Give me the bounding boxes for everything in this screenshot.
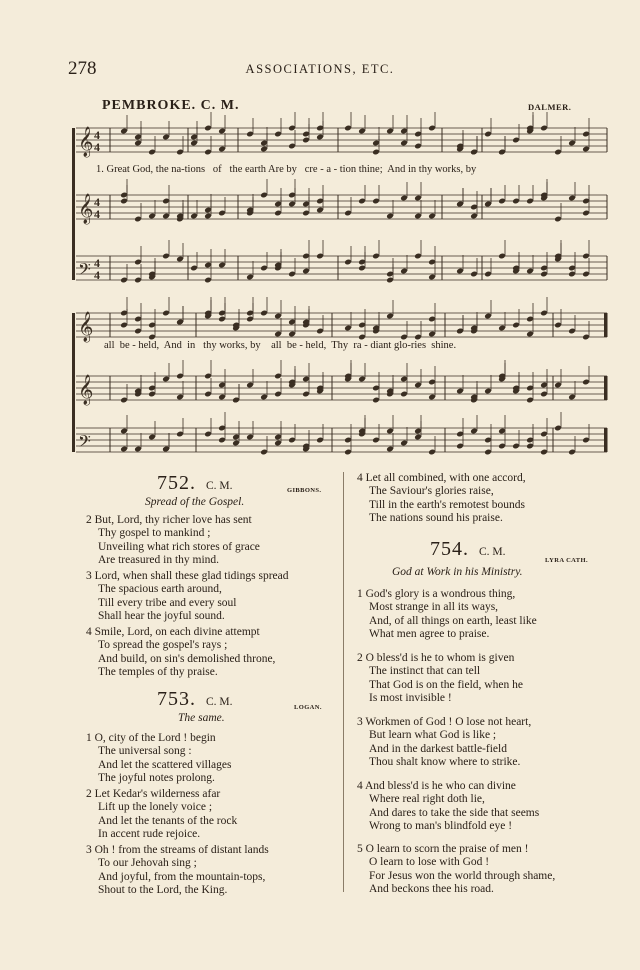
hymn-753-heading — [157, 688, 233, 711]
hymn-753-stanza-2 — [84, 788, 237, 842]
hymn-754-title: God at Work in his Ministry. — [392, 566, 523, 578]
verse-line: And let the scattered villages — [98, 758, 232, 771]
verse-line: But learn what God is like ; — [369, 729, 497, 742]
running-title: ASSOCIATIONS, ETC. — [245, 62, 395, 76]
verse-line: What men agree to praise. — [369, 628, 490, 641]
treble-clef-icon: 𝄞 — [78, 127, 94, 157]
time-signature: 4 — [94, 207, 100, 221]
verse-line: 3 Lord, when shall these glad tidings spread — [86, 570, 289, 582]
hymn-754-stanza-1 — [355, 588, 537, 642]
lyrics-line-2: all be - held, And in thy works, by all be - held, Thy ra - diant glo-ries shine. — [104, 340, 457, 351]
verse-line: Thou shalt know where to strike. — [369, 756, 521, 769]
verse-line: And joyful, from the mountain-tops, — [98, 870, 266, 883]
verse-line: 4 Let all combined, with one accord, — [357, 472, 526, 484]
verse-line: The temples of thy praise. — [98, 666, 218, 679]
verse-line: To spread the gospel's rays ; — [98, 639, 228, 652]
hymn-number: 754. — [430, 538, 469, 560]
verse-line: 5 O learn to scorn the praise of men ! — [357, 843, 529, 855]
hymn-753-stanza-1 — [84, 732, 231, 786]
hymn-753-stanza-3 — [84, 844, 269, 898]
hymn-754-stanza-3 — [355, 716, 531, 770]
verse-line: And in the darkest battle-field — [369, 742, 507, 755]
time-signature: 4 — [94, 268, 100, 282]
hymn-752-stanza-2 — [84, 514, 260, 568]
hymn-754-heading — [430, 538, 506, 561]
hymn-752-heading — [157, 472, 233, 495]
hymn-752-title: Spread of the Gospel. — [145, 496, 245, 508]
verse-line: The instinct that can tell — [369, 665, 481, 678]
verse-line: Are treasured in thy mind. — [98, 554, 220, 567]
hymn-753-stanza-4 — [355, 472, 526, 526]
verse-line: 4 Smile, Lord, on each divine attempt — [86, 626, 260, 638]
final-barline — [604, 376, 607, 400]
verse-line: 3 Oh ! from the streams of distant lands — [86, 844, 269, 856]
verse-line: Lift up the lonely voice ; — [98, 801, 213, 814]
verse-line: 1 O, city of the Lord ! begin — [86, 732, 216, 744]
verse-line: 3 Workmen of God ! O lose not heart, — [357, 716, 532, 728]
time-signature: 4 — [94, 256, 100, 270]
verse-line: Is most invisible ! — [369, 692, 452, 705]
verse-line: 4 And bless'd is he who can divine — [357, 780, 516, 792]
hymn-754-composer: LYRA CATH. — [545, 557, 589, 564]
verse-line: Thy gospel to mankind ; — [98, 527, 211, 540]
verse-line: The universal song : — [98, 745, 192, 758]
system-bracket — [72, 128, 75, 280]
verse-line: The spacious earth around, — [98, 583, 222, 596]
verse-line: Till every tribe and every soul — [98, 596, 237, 609]
verse-line: 1 God's glory is a wondrous thing, — [357, 588, 516, 600]
column-divider — [343, 472, 344, 892]
treble-clef-icon: 𝄞 — [78, 194, 94, 224]
hymn-752-composer: GIBBONS. — [287, 487, 322, 494]
final-barline — [604, 313, 607, 337]
music-score — [0, 0, 640, 460]
verse-line: Unveiling what rich stores of grace — [98, 540, 260, 553]
hymn-754-stanza-5 — [355, 843, 555, 897]
hymn-754-stanza-4 — [355, 780, 539, 834]
system-bracket — [72, 313, 75, 452]
verse-line: And build, on sin's demolished throne, — [98, 652, 276, 665]
verse-line: Till in the earth's remotest bounds — [369, 498, 525, 511]
time-signature: 4 — [94, 195, 100, 209]
verse-line: In accent rude rejoice. — [98, 828, 201, 841]
bass-clef-icon: 𝄢 — [78, 431, 91, 455]
verse-line: And let the tenants of the rock — [98, 814, 238, 827]
final-barline — [604, 428, 607, 452]
verse-line: And, of all things on earth, least like — [369, 614, 537, 627]
page-number: 278 — [68, 58, 97, 79]
hymn-meter: C. M. — [206, 696, 233, 708]
time-signature: 4 — [94, 128, 100, 142]
verse-line: Shout to the Lord, the King. — [98, 884, 228, 897]
verse-line: Shall hear the joyful sound. — [98, 610, 225, 623]
verse-line: Where real right doth lie, — [369, 793, 485, 806]
hymn-752-stanza-4 — [84, 626, 275, 680]
verse-line: For Jesus won the world through shame, — [369, 869, 556, 882]
verse-line: And dares to take the side that seems — [369, 806, 540, 819]
verse-line: Wrong to man's blindfold eye ! — [369, 820, 513, 833]
verse-line: That God is on the field, when he — [369, 678, 523, 691]
verse-line: Most strange in all its ways, — [369, 601, 499, 614]
hymn-754-stanza-2 — [355, 652, 523, 706]
tune-name: PEMBROKE. C. M. — [102, 98, 240, 113]
verse-line: To our Jehovah sing ; — [98, 857, 197, 870]
treble-clef-icon: 𝄞 — [78, 375, 94, 405]
time-signature: 4 — [94, 140, 100, 154]
bass-clef-icon: 𝄢 — [78, 259, 91, 283]
hymn-number: 753. — [157, 688, 196, 710]
verse-line: O learn to lose with God ! — [369, 856, 490, 869]
hymn-number: 752. — [157, 472, 196, 494]
hymn-752-stanza-3 — [84, 570, 289, 624]
hymn-753-title: The same. — [178, 712, 225, 724]
verse-line: The joyful notes prolong. — [98, 772, 215, 785]
verse-line: 2 O bless'd is he to whom is given — [357, 652, 515, 664]
verse-line: 2 Let Kedar's wilderness afar — [86, 788, 221, 800]
hymn-meter: C. M. — [479, 546, 506, 558]
verse-line: 2 But, Lord, thy richer love has sent — [86, 514, 252, 526]
verse-line: The Saviour's glories raise, — [369, 485, 494, 498]
treble-clef-icon: 𝄞 — [78, 312, 94, 342]
verse-line: The nations sound his praise. — [369, 512, 503, 525]
verse-line: And beckons thee his road. — [369, 883, 494, 896]
lyrics-line-1: 1. Great God, the na-tions of the earth Are by cre - a - tion thine; And in thy works, by — [96, 164, 477, 175]
hymn-meter: C. M. — [206, 480, 233, 492]
hymn-753-composer: LOGAN. — [294, 704, 322, 711]
tune-composer: DALMER. — [528, 102, 572, 112]
